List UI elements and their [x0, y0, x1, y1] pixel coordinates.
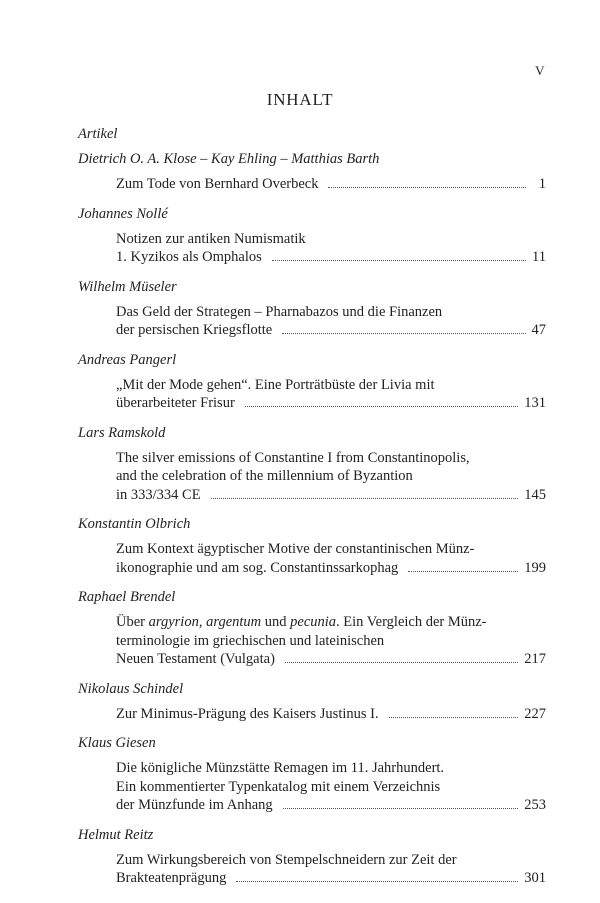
entry-title: [116, 175, 546, 194]
entry-author: Dietrich O. A. Klose – Kay Ehling – Matthias Barth: [78, 151, 380, 167]
title-italic-term: argyrion: [148, 614, 199, 630]
entry-author: Lars Ramskold: [78, 424, 166, 441]
toc-entry: [78, 351, 546, 413]
entry-page-number: 11: [532, 249, 546, 265]
entry-last-line: [116, 248, 546, 267]
entry-title-line: Ein kommentierter Typenkatalog mit einem Verzeichnis: [116, 778, 441, 795]
toc-entry: [78, 588, 546, 669]
entry-title: [116, 705, 546, 724]
entry-last-line: [116, 486, 546, 505]
entry-title-text: in 333/334 CE: [116, 486, 201, 503]
entry-page-number: 1: [538, 176, 546, 192]
entry-author: Konstantin Olbrich: [78, 516, 191, 532]
entry-author: Wilhelm Müseler: [78, 278, 177, 295]
entry-page-number: 227: [524, 705, 546, 722]
entry-page-number: 301: [524, 870, 546, 886]
dot-leader: [408, 570, 518, 572]
entry-last-line: [116, 796, 546, 815]
entry-page-number: 145: [524, 486, 546, 503]
entry-title-line: Die königliche Münzstätte Remagen im 11. Jahrhundert.: [116, 760, 445, 776]
entry-title-text: der persischen Kriegsflotte: [116, 322, 273, 338]
entry-last-line: [116, 705, 546, 724]
entry-page-number: 131: [524, 395, 546, 411]
dot-leader: [389, 716, 519, 718]
entry-title: [116, 540, 546, 577]
entry-last-line: [116, 394, 546, 413]
entry-page-number: 199: [524, 559, 546, 576]
toc-entry: [78, 150, 546, 194]
toc-entry: [78, 826, 546, 888]
title-italic-term: pecunia: [290, 614, 337, 630]
entry-title-line: Notizen zur antiken Numismatik: [116, 230, 306, 247]
entry-page-number: 253: [524, 797, 546, 813]
toc-entry: [78, 515, 546, 577]
entry-title: [116, 613, 546, 669]
title-text: . Ein Vergleich der Münz-: [336, 614, 487, 630]
entry-title-text: der Münzfunde im Anhang: [116, 797, 273, 813]
entry-title-line: terminologie im griechischen und lateinischen: [116, 632, 385, 649]
toc-entry: [78, 278, 546, 340]
dot-leader: [285, 661, 518, 663]
entry-last-line: [116, 321, 546, 340]
entry-title: [116, 230, 546, 267]
toc-entry: [78, 424, 546, 505]
entry-author: Helmut Reitz: [78, 826, 154, 843]
entry-title-text: überarbeiteter Frisur: [116, 395, 235, 411]
dot-leader: [283, 807, 519, 809]
toc-entry: [78, 205, 546, 267]
dot-leader: [236, 880, 518, 882]
title-text: ,: [198, 614, 207, 630]
entry-author: Andreas Pangerl: [78, 351, 177, 368]
entry-title: [116, 376, 546, 413]
entry-title-line: The silver emissions of Constantine I from Constantinopolis,: [116, 449, 470, 466]
entry-last-line: [116, 650, 546, 669]
entry-title: [116, 851, 546, 888]
entry-title: [116, 303, 546, 340]
table-of-contents: [78, 150, 546, 899]
entry-title-text: Zur Minimus-Prägung des Kaisers Justinus I.: [116, 705, 379, 722]
entry-title-line: Zum Wirkungsbereich von Stempelschneidern zur Zeit der: [116, 851, 457, 868]
entry-title-text: Brakteatenprägung: [116, 870, 227, 886]
dot-leader: [211, 497, 519, 499]
entry-last-line: [116, 175, 546, 194]
page-title: INHALT: [266, 90, 334, 109]
entry-author: Raphael Brendel: [78, 589, 176, 605]
dot-leader: [245, 405, 518, 407]
entry-title: [116, 759, 546, 815]
entry-page-number: 47: [531, 322, 546, 338]
entry-title-text: ikonographie und am sog. Constantinssarkophag: [116, 559, 399, 576]
entry-title-line: [116, 613, 546, 632]
entry-title-line: Das Geld der Strategen – Pharnabazos und die Finanzen: [116, 303, 443, 320]
entry-page-number: 217: [524, 651, 546, 667]
entry-title-text: Neuen Testament (Vulgata): [116, 651, 275, 667]
entry-title-text: 1. Kyzikos als Omphalos: [116, 249, 262, 265]
entry-last-line: [116, 559, 546, 578]
page-folio: V: [535, 63, 545, 78]
toc-entry: [78, 734, 546, 815]
entry-author: Johannes Nollé: [78, 205, 168, 222]
entry-title-line: „Mit der Mode gehen“. Eine Porträtbüste der Livia mit: [116, 376, 435, 393]
dot-leader: [328, 186, 526, 188]
title-italic-term: argentum: [206, 614, 262, 630]
title-text: Über: [116, 614, 149, 630]
entry-last-line: [116, 869, 546, 888]
entry-author: Klaus Giesen: [78, 735, 156, 751]
entry-title-text: Zum Tode von Bernhard Overbeck: [116, 176, 319, 192]
entry-title-line: Zum Kontext ägyptischer Motive der constantinischen Münz-: [116, 541, 475, 557]
section-label: Artikel: [78, 126, 118, 142]
entry-title-line: and the celebration of the millennium of Byzantion: [116, 468, 413, 484]
toc-entry: [78, 680, 546, 724]
title-text: und: [261, 614, 291, 630]
dot-leader: [282, 332, 525, 334]
entry-author: Nikolaus Schindel: [78, 680, 184, 697]
dot-leader: [272, 259, 526, 261]
entry-title: [116, 449, 546, 505]
